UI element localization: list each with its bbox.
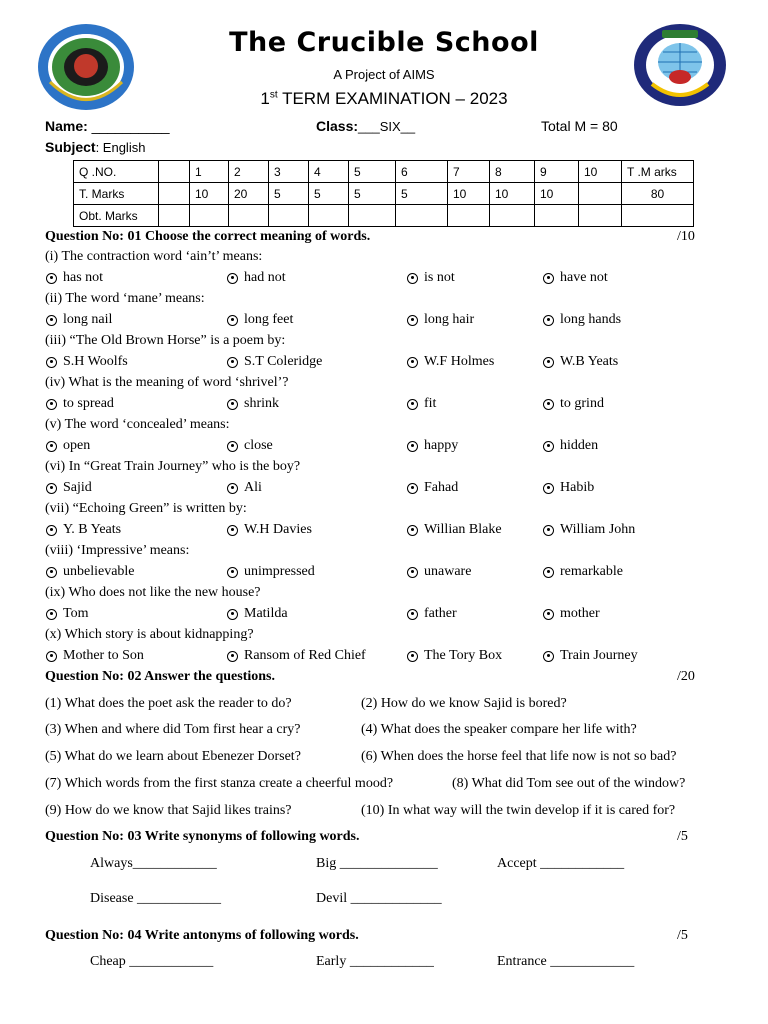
radio-circle-icon[interactable]: [46, 315, 57, 326]
answer-option[interactable]: [407, 312, 474, 328]
answer-option[interactable]: [46, 480, 92, 496]
answer-option[interactable]: [227, 396, 279, 412]
answer-option[interactable]: [543, 522, 635, 538]
total-marks: Total M = 80: [541, 118, 618, 134]
q1-question: (v) The word ‘concealed’ means:: [45, 417, 230, 432]
radio-circle-icon[interactable]: [46, 567, 57, 578]
option-label: W.H Davies: [244, 522, 312, 537]
radio-circle-icon[interactable]: [227, 567, 238, 578]
option-label: Willian Blake: [424, 522, 502, 537]
answer-option[interactable]: [407, 648, 502, 664]
answer-option[interactable]: [543, 564, 623, 580]
class-field: Class:___SIX__: [316, 118, 416, 134]
option-label: The Tory Box: [424, 648, 503, 663]
option-label: Fahad: [424, 480, 459, 495]
option-label: remarkable: [560, 564, 623, 579]
q1-question: (viii) ‘Impressive’ means:: [45, 543, 190, 558]
option-label: long hands: [560, 312, 622, 327]
q2-question: (2) How do we know Sajid is bored?: [361, 696, 567, 711]
q2-question: (5) What do we learn about Ebenezer Dorset?: [45, 749, 301, 764]
option-label: unaware: [424, 564, 472, 579]
option-label: long hair: [424, 312, 475, 327]
option-label: mother: [560, 606, 600, 621]
q1-question: (iii) “The Old Brown Horse” is a poem by:: [45, 333, 286, 348]
answer-option[interactable]: [543, 312, 621, 328]
radio-circle-icon[interactable]: [543, 357, 554, 368]
option-label: Mother to Son: [63, 648, 144, 663]
radio-circle-icon[interactable]: [227, 525, 238, 536]
answer-option[interactable]: [227, 648, 366, 664]
radio-circle-icon[interactable]: [543, 483, 554, 494]
q1-question: (ix) Who does not like the new house?: [45, 585, 261, 600]
option-label: William John: [560, 522, 636, 537]
answer-option[interactable]: [407, 354, 494, 370]
answer-option[interactable]: [227, 312, 293, 328]
answer-option[interactable]: [407, 438, 458, 454]
answer-option[interactable]: [46, 354, 128, 370]
answer-option[interactable]: [46, 312, 112, 328]
answer-option[interactable]: [543, 648, 638, 664]
option-label: has not: [63, 270, 104, 285]
answer-option[interactable]: [543, 354, 618, 370]
answer-option[interactable]: [543, 396, 604, 412]
option-label: W.B Yeats: [560, 354, 619, 369]
radio-circle-icon[interactable]: [543, 315, 554, 326]
radio-circle-icon[interactable]: [407, 441, 418, 452]
option-label: hidden: [560, 438, 599, 453]
option-label: Matilda: [244, 606, 288, 621]
option-label: fit: [424, 396, 437, 411]
q1-question: (vii) “Echoing Green” is written by:: [45, 501, 247, 516]
answer-option[interactable]: [407, 564, 471, 580]
q2-question: (9) How do we know that Sajid likes trains?: [45, 803, 292, 818]
option-label: Ransom of Red Chief: [244, 648, 366, 663]
answer-option[interactable]: [46, 648, 144, 664]
radio-circle-icon[interactable]: [227, 315, 238, 326]
answer-option[interactable]: [543, 480, 594, 496]
option-label: long nail: [63, 312, 113, 327]
table-row: Obt. Marks: [74, 205, 694, 227]
answer-option[interactable]: [407, 270, 455, 286]
radio-circle-icon[interactable]: [227, 483, 238, 494]
radio-circle-icon[interactable]: [543, 441, 554, 452]
option-label: W.F Holmes: [424, 354, 495, 369]
marks-table: [73, 160, 694, 227]
radio-circle-icon[interactable]: [227, 399, 238, 410]
q1-heading: Question No: 01 Choose the correct meaning of words.: [45, 229, 371, 244]
q1-marks: /10: [677, 229, 695, 244]
q2-heading: Question No: 02 Answer the questions.: [45, 669, 275, 684]
radio-circle-icon[interactable]: [407, 315, 418, 326]
answer-option[interactable]: [227, 438, 273, 454]
option-label: Tom: [63, 606, 89, 621]
option-label: father: [424, 606, 457, 621]
option-label: Habib: [560, 480, 595, 495]
answer-option[interactable]: [46, 522, 121, 538]
synonym-blank: Accept ____________: [497, 856, 625, 871]
radio-circle-icon[interactable]: [407, 651, 418, 662]
synonym-blank: Always____________: [90, 856, 217, 871]
option-label: open: [63, 438, 91, 453]
option-label: to grind: [560, 396, 604, 411]
option-label: shrink: [244, 396, 279, 411]
radio-circle-icon[interactable]: [407, 609, 418, 620]
option-label: is not: [424, 270, 455, 285]
name-field: Name: __________: [45, 118, 170, 134]
option-label: Y. B Yeats: [63, 522, 122, 537]
answer-option[interactable]: [227, 522, 312, 538]
q2-question: (7) Which words from the first stanza create a cheerful mood?: [45, 776, 394, 791]
school-name: The Crucible School: [229, 27, 539, 58]
project-subtitle: A Project of AIMS: [333, 67, 435, 82]
q1-question: (x) Which story is about kidnapping?: [45, 627, 254, 642]
antonym-blank: Entrance ____________: [497, 954, 635, 969]
answer-option[interactable]: [46, 396, 114, 412]
q4-heading: Question No: 04 Write antonyms of following words.: [45, 928, 359, 943]
radio-circle-icon[interactable]: [543, 525, 554, 536]
q2-question: (10) In what way will the twin develop if it is cared for?: [361, 803, 676, 818]
answer-option[interactable]: [227, 564, 315, 580]
radio-circle-icon[interactable]: [543, 651, 554, 662]
radio-circle-icon[interactable]: [407, 483, 418, 494]
option-label: S.H Woolfs: [63, 354, 128, 369]
answer-option[interactable]: [407, 522, 502, 538]
radio-circle-icon[interactable]: [46, 483, 57, 494]
answer-option[interactable]: [543, 438, 598, 454]
option-label: Train Journey: [560, 648, 638, 663]
option-label: Sajid: [63, 480, 92, 495]
answer-option[interactable]: [46, 438, 90, 454]
q2-question: (1) What does the poet ask the reader to do?: [45, 696, 292, 711]
antonym-blank: Cheap ____________: [90, 954, 214, 969]
radio-circle-icon[interactable]: [46, 651, 57, 662]
answer-option[interactable]: [227, 354, 322, 370]
answer-option[interactable]: [227, 606, 288, 622]
radio-circle-icon[interactable]: [407, 357, 418, 368]
answer-option[interactable]: [46, 564, 135, 580]
option-label: long feet: [244, 312, 294, 327]
table-row: T. Marks 10 20 5 5 5 5 10 10 10 80: [74, 183, 694, 205]
option-label: happy: [424, 438, 459, 453]
q2-marks: /20: [677, 669, 695, 684]
subject-field: Subject: English: [45, 139, 146, 155]
radio-circle-icon[interactable]: [46, 399, 57, 410]
q3-heading: Question No: 03 Write synonyms of following words.: [45, 829, 360, 844]
radio-circle-icon[interactable]: [543, 399, 554, 410]
answer-option[interactable]: [407, 396, 436, 412]
radio-circle-icon[interactable]: [407, 399, 418, 410]
answer-option[interactable]: [543, 270, 608, 286]
q1-question: (vi) In “Great Train Journey” who is the boy?: [45, 459, 301, 474]
radio-circle-icon[interactable]: [46, 525, 57, 536]
radio-circle-icon[interactable]: [407, 273, 418, 284]
radio-circle-icon[interactable]: [227, 441, 238, 452]
answer-option[interactable]: [407, 606, 457, 622]
answer-option[interactable]: [46, 606, 88, 622]
option-label: S.T Coleridge: [244, 354, 323, 369]
q2-question: (6) When does the horse feel that life now is not so bad?: [361, 749, 677, 764]
answer-option[interactable]: [227, 480, 262, 496]
q2-question: (8) What did Tom see out of the window?: [452, 776, 686, 791]
option-label: close: [244, 438, 273, 453]
option-label: unbelievable: [63, 564, 135, 579]
option-label: to spread: [63, 396, 114, 411]
option-label: unimpressed: [244, 564, 315, 579]
q4-marks: /5: [677, 928, 688, 943]
radio-circle-icon[interactable]: [227, 357, 238, 368]
answer-option[interactable]: [407, 480, 458, 496]
option-label: Ali: [244, 480, 262, 495]
radio-circle-icon[interactable]: [407, 567, 418, 578]
q1-question: (iv) What is the meaning of word ‘shrivel’?: [45, 375, 289, 390]
answer-option[interactable]: [46, 270, 103, 286]
radio-circle-icon[interactable]: [227, 273, 238, 284]
q1-question: (i) The contraction word ‘ain’t’ means:: [45, 249, 263, 264]
radio-circle-icon[interactable]: [227, 609, 238, 620]
radio-circle-icon[interactable]: [46, 441, 57, 452]
radio-circle-icon[interactable]: [46, 273, 57, 284]
radio-circle-icon[interactable]: [46, 357, 57, 368]
q1-question: (ii) The word ‘mane’ means:: [45, 291, 205, 306]
answer-option[interactable]: [227, 270, 286, 286]
option-label: have not: [560, 270, 608, 285]
radio-circle-icon[interactable]: [46, 609, 57, 620]
radio-circle-icon[interactable]: [227, 651, 238, 662]
q3-marks: /5: [677, 829, 688, 844]
synonym-blank: Disease ____________: [90, 891, 222, 906]
q2-question: (4) What does the speaker compare her life with?: [361, 722, 637, 737]
answer-option[interactable]: [543, 606, 600, 622]
q2-question: (3) When and where did Tom first hear a cry?: [45, 722, 301, 737]
exam-title: 1st TERM EXAMINATION – 2023: [260, 89, 508, 108]
radio-circle-icon[interactable]: [543, 609, 554, 620]
synonym-blank: Big ______________: [316, 856, 438, 871]
antonym-blank: Early ____________: [316, 954, 434, 969]
synonym-blank: Devil _____________: [316, 891, 442, 906]
option-label: had not: [244, 270, 286, 285]
radio-circle-icon[interactable]: [407, 525, 418, 536]
radio-circle-icon[interactable]: [543, 273, 554, 284]
radio-circle-icon[interactable]: [543, 567, 554, 578]
table-row: Q .NO. 1 2 3 4 5 6 7 8 9 10 T .M arks: [74, 161, 694, 183]
